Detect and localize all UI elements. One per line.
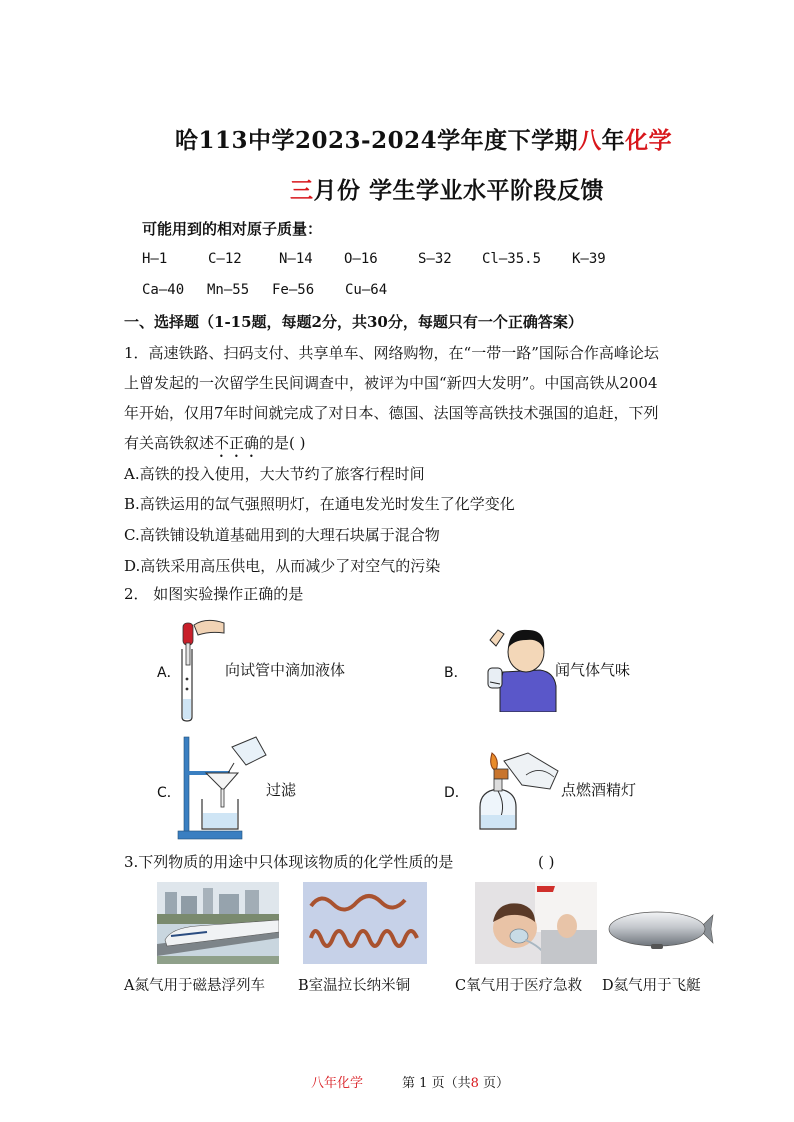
q1-stem-line-2: 上曾发起的一次留学生民间调查中，被评为中国“新四大发明”。中国高铁从2004 bbox=[124, 374, 658, 392]
atomic-mass-s: S—32 bbox=[418, 251, 452, 267]
title-school-term: 哈113中学2023-2024学年度下学期 bbox=[175, 127, 579, 154]
q2-option-c-letter: C． bbox=[157, 785, 181, 801]
title-grade-number: 八 bbox=[578, 127, 602, 154]
atomic-mass-ca: Ca—40 bbox=[142, 282, 185, 298]
title-line-2 bbox=[290, 172, 604, 205]
q3-caption-d: D氦气用于飞艇 bbox=[602, 978, 701, 994]
atomic-mass-c: C—12 bbox=[208, 251, 242, 267]
student-smelling-gas-illustration bbox=[478, 622, 558, 712]
q1-option-b: B.高铁运用的氙气强照明灯，在通电发光时发生了化学变化 bbox=[124, 495, 515, 513]
q1-stem-line-1: 1．高速铁路、扫码支付、共享单车、网络购物，在“一带一路”国际合作高峰论坛 bbox=[124, 344, 659, 362]
atomic-mass-heading: 可能用到的相对原子质量： bbox=[142, 220, 323, 238]
q3-answer-blank: ( ) bbox=[538, 853, 555, 871]
q1-option-c: C.高铁铺设轨道基础用到的大理石块属于混合物 bbox=[124, 526, 440, 544]
q2-option-b-letter: B． bbox=[444, 665, 468, 681]
oxygen-medical-rescue-photo bbox=[475, 882, 597, 964]
title-line-1 bbox=[175, 122, 672, 155]
footer-total-pages: 8 bbox=[470, 1076, 479, 1091]
footer-subject: 八年化学 bbox=[311, 1076, 364, 1091]
title-month: 三 bbox=[290, 177, 314, 204]
atomic-mass-k: K—39 bbox=[572, 251, 606, 267]
atomic-mass-o: O—16 bbox=[344, 251, 378, 267]
q2-option-a-text: 向试管中滴加液体 bbox=[225, 661, 346, 679]
filtration-apparatus-illustration bbox=[176, 733, 268, 841]
footer-page-number bbox=[402, 1072, 509, 1091]
q2-option-d-letter: D． bbox=[444, 785, 469, 801]
q2-stem: 2． 如图实验操作正确的是 bbox=[124, 585, 304, 603]
q1-option-d: D.高铁采用高压供电，从而减少了对空气的污染 bbox=[124, 557, 441, 575]
title-subject: 化学 bbox=[625, 127, 673, 154]
q1-stem-prefix: 有关高铁叙述 bbox=[124, 434, 215, 452]
q2-option-d-text: 点燃酒精灯 bbox=[561, 781, 637, 799]
atomic-mass-fe: Fe—56 bbox=[272, 282, 315, 298]
footer-current-page: 1 bbox=[419, 1076, 428, 1091]
footer-page-prefix: 第 bbox=[402, 1076, 416, 1091]
atomic-mass-cl: Cl—35.5 bbox=[482, 251, 542, 267]
nano-copper-photo bbox=[303, 882, 427, 964]
section-heading: 一、选择题（1-15题，每题2分，共30分，每题只有一个正确答案） bbox=[124, 313, 583, 331]
title-exam-name: 月份 学生学业水平阶段反馈 bbox=[313, 177, 605, 204]
q3-stem: 3.下列物质的用途中只体现该物质的化学性质的是 bbox=[124, 853, 454, 871]
airship-photo bbox=[605, 905, 715, 955]
q2-option-a-letter: A． bbox=[157, 665, 181, 681]
q1-emphasis: 不正确 bbox=[214, 434, 260, 452]
atomic-mass-cu: Cu—64 bbox=[345, 282, 388, 298]
q3-caption-b: B室温拉长纳米铜 bbox=[298, 978, 411, 994]
q1-option-a: A.高铁的投入使用，大大节约了旅客行程时间 bbox=[124, 465, 425, 483]
alcohol-lamp-lighting-illustration bbox=[470, 745, 562, 837]
q1-stem-line-4 bbox=[124, 433, 306, 461]
atomic-mass-n: N—14 bbox=[279, 251, 313, 267]
dropper-test-tube-illustration bbox=[176, 615, 228, 723]
q1-stem-line-3: 年开始，仅用7年时间就完成了对日本、德国、法国等高铁技术强国的追赶，下列 bbox=[124, 404, 659, 422]
q3-caption-c: C氧气用于医疗急救 bbox=[455, 978, 583, 994]
atomic-mass-mn: Mn—55 bbox=[207, 282, 250, 298]
footer-page-suffix: 页） bbox=[483, 1076, 510, 1091]
q1-answer-blank: 的是( ) bbox=[259, 434, 306, 452]
q2-option-b-text: 闻气体气味 bbox=[555, 661, 631, 679]
q3-caption-a: A氮气用于磁悬浮列车 bbox=[124, 978, 265, 994]
title-grade-suffix: 年 bbox=[601, 127, 626, 154]
maglev-train-photo bbox=[157, 882, 279, 964]
footer-page-middle: 页（共 bbox=[431, 1076, 471, 1091]
atomic-mass-h: H—1 bbox=[142, 251, 168, 267]
q2-option-c-text: 过滤 bbox=[266, 781, 297, 799]
